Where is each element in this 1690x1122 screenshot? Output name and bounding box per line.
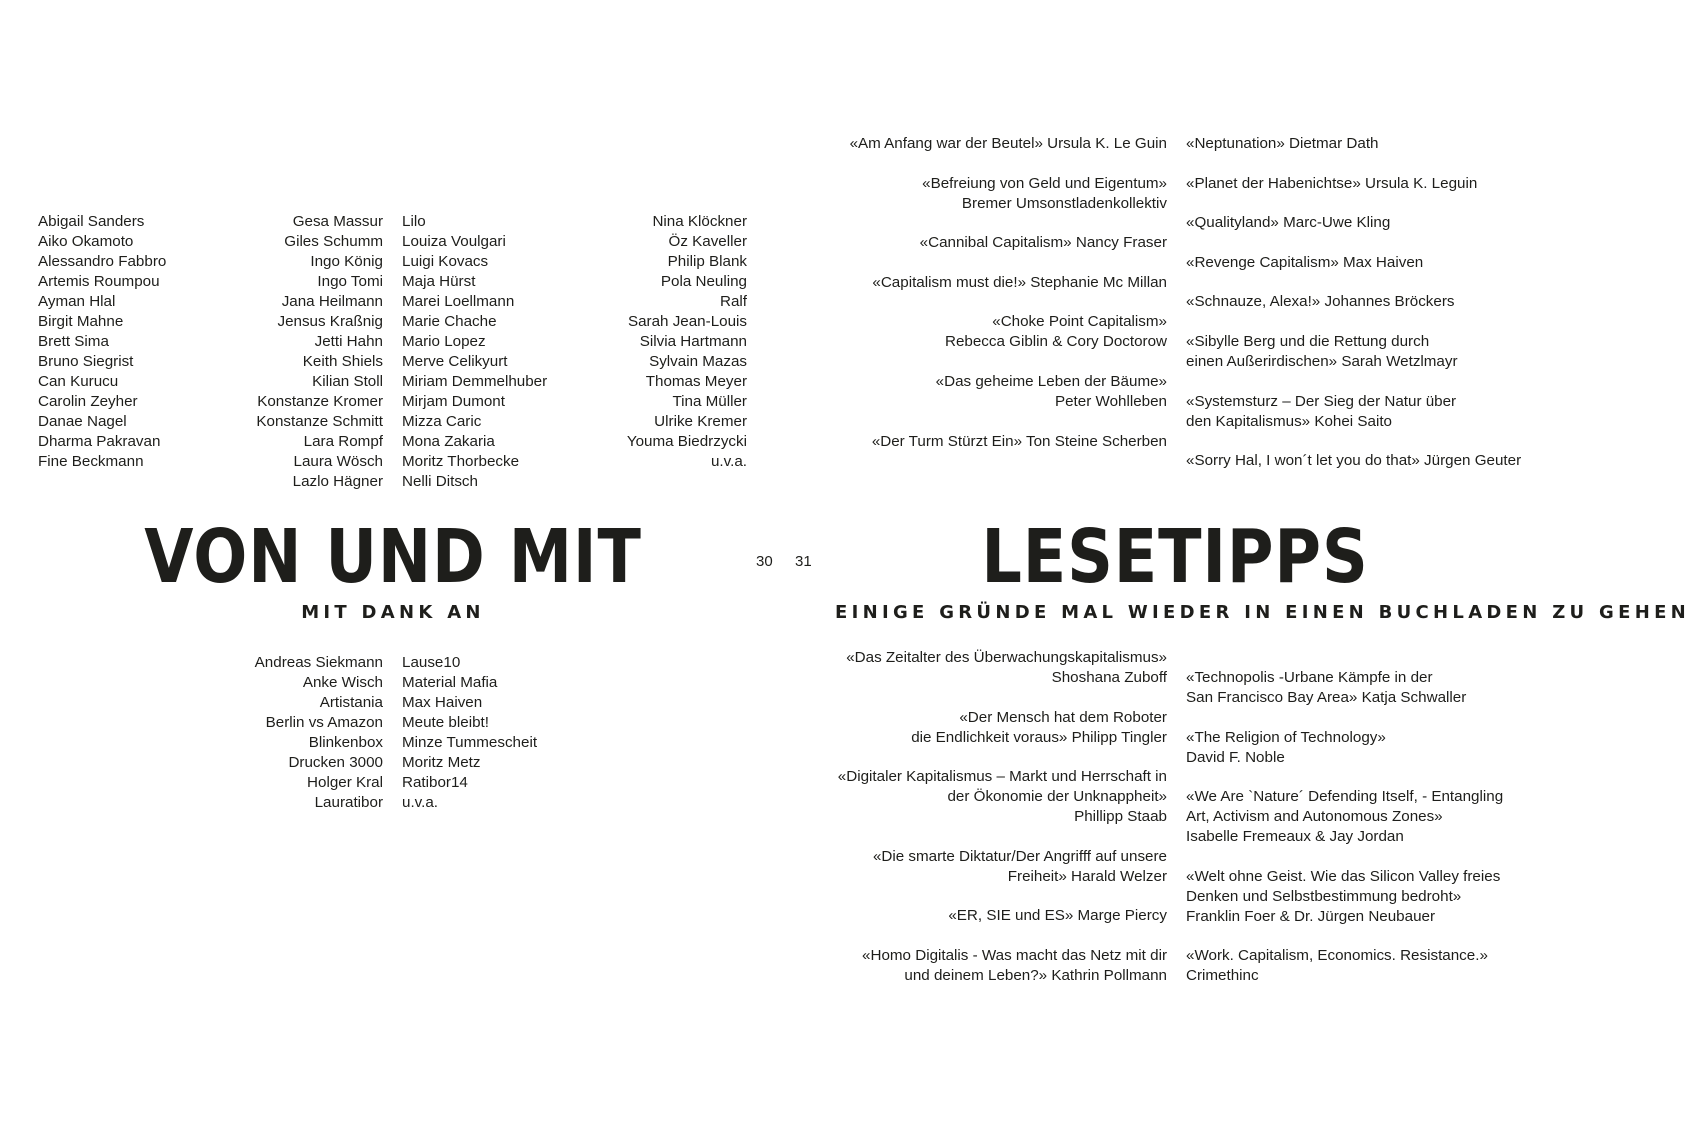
- name-entry: Keith Shiels: [302, 353, 383, 370]
- name-entry: Lauratibor: [314, 794, 383, 811]
- reading-list-top-right: [1186, 134, 1566, 491]
- book-entry: [1186, 728, 1566, 768]
- book-entry-line: «Homo Digitalis - Was macht das Netz mit dir: [862, 946, 1167, 964]
- book-entry-line: «We Are `Nature´ Defending Itself, - Entangling: [1186, 788, 1504, 806]
- book-entry-line: Denken und Selbstbestimmung bedroht»: [1186, 887, 1462, 905]
- book-entry-line: «Die smarte Diktatur/Der Angrifff auf unsere: [872, 847, 1167, 865]
- book-entry-line: einen Außerirdischen» Sarah Wetzlmayr: [1186, 352, 1458, 370]
- book-entry-line: «Schnauze, Alexa!» Johannes Bröckers: [1186, 293, 1455, 311]
- page-title-lesetipps: LESETIPPS: [981, 514, 1369, 600]
- name-entry: u.v.a.: [710, 453, 747, 470]
- name-entry: u.v.a.: [402, 794, 439, 811]
- name-entry: Pola Neuling: [660, 273, 747, 290]
- book-entry-line: Freiheit» Harald Welzer: [1007, 867, 1167, 885]
- book-entry-line: «Qualityland» Marc-Uwe Kling: [1186, 214, 1391, 232]
- name-entry: Konstanze Kromer: [257, 393, 383, 410]
- name-entry: Lara Rompf: [303, 433, 383, 450]
- name-entry: Ayman Hlal: [38, 293, 116, 310]
- name-entry: Silvia Hartmann: [639, 333, 747, 350]
- book-entry-line: «Befreiung von Geld und Eigentum»: [922, 174, 1167, 192]
- name-entry: Birgit Mahne: [38, 313, 124, 330]
- page-number-right: 31: [795, 553, 812, 570]
- name-entry: Lause10: [402, 654, 461, 671]
- name-entry: Andreas Siekmann: [254, 654, 383, 671]
- name-entry: Youma Biedrzycki: [626, 433, 747, 450]
- name-entry: Mona Zakaria: [402, 433, 495, 450]
- name-entry: Gesa Massur: [292, 213, 383, 230]
- name-entry: Fine Beckmann: [38, 453, 144, 470]
- book-entry-line: «Capitalism must die!» Stephanie Mc Millan: [872, 273, 1167, 291]
- book-entry: [1186, 392, 1566, 432]
- name-entry: Brett Sima: [38, 333, 109, 350]
- book-entry: [812, 432, 1167, 452]
- book-entry: [812, 372, 1167, 412]
- name-entry: Drucken 3000: [288, 754, 383, 771]
- name-entry: Marie Chache: [402, 313, 497, 330]
- name-entry: Artemis Roumpou: [38, 273, 160, 290]
- book-entry: [1186, 451, 1566, 471]
- name-entry: Holger Kral: [307, 774, 383, 791]
- book-entry: [1186, 787, 1566, 847]
- book-entry: [812, 174, 1167, 214]
- name-entry: Max Haiven: [402, 694, 483, 711]
- name-entry: Nelli Ditsch: [402, 473, 478, 490]
- name-entry: Konstanze Schmitt: [256, 413, 383, 430]
- name-entry: Lilo: [402, 213, 426, 230]
- reading-list-bottom-left: [767, 648, 1167, 1006]
- name-entry: Meute bleibt!: [402, 714, 489, 731]
- book-entry-line: «Cannibal Capitalism» Nancy Fraser: [919, 234, 1167, 252]
- book-entry-line: «Work. Capitalism, Economics. Resistance.»: [1186, 947, 1488, 965]
- book-entry-line: «The Religion of Technology»: [1186, 728, 1386, 746]
- name-entry: Ingo Tomi: [317, 273, 383, 290]
- name-entry: Mizza Caric: [402, 413, 482, 430]
- book-entry: [1186, 292, 1566, 312]
- reading-list-top-left: [812, 134, 1167, 471]
- name-entry: Tina Müller: [672, 393, 747, 410]
- name-entry: Ulrike Kremer: [654, 413, 747, 430]
- name-entry: Anke Wisch: [302, 674, 383, 691]
- book-entry-line: «Welt ohne Geist. Wie das Silicon Valley freies: [1186, 867, 1501, 885]
- book-entry-line: «Planet der Habenichtse» Ursula K. Leguin: [1186, 174, 1478, 192]
- book-entry: [1186, 134, 1566, 154]
- name-entry: Dharma Pakravan: [38, 433, 161, 450]
- book-entry-line: San Francisco Bay Area» Katja Schwaller: [1186, 689, 1467, 706]
- book-entry-line: Crimethinc: [1186, 967, 1259, 985]
- name-entry: Luigi Kovacs: [402, 253, 489, 270]
- name-entry: Blinkenbox: [308, 734, 383, 751]
- book-entry-line: «Sibylle Berg und die Rettung durch: [1186, 332, 1430, 350]
- name-entry: Alessandro Fabbro: [38, 253, 167, 270]
- name-entry: Sylvain Mazas: [649, 353, 747, 370]
- book-entry-line: «Der Turm Stürzt Ein» Ton Steine Scherben: [871, 432, 1167, 450]
- book-entry-line: «Digitaler Kapitalismus – Markt und Herrschaft in: [837, 768, 1167, 786]
- name-entry: Carolin Zeyher: [38, 393, 138, 410]
- thanks-column-2: [402, 653, 537, 813]
- book-entry-line: Franklin Foer & Dr. Jürgen Neubauer: [1186, 907, 1436, 925]
- book-entry-line: Peter Wohlleben: [1054, 392, 1167, 410]
- reading-tips-subtitle: EINIGE GRÜNDE MAL WIEDER IN EINEN BUCHLADEN ZU GEHEN: [835, 602, 1690, 623]
- book-entry-line: «Neptunation» Dietmar Dath: [1186, 135, 1379, 152]
- name-entry: Maja Hürst: [402, 273, 476, 290]
- book-entry-line: «Systemsturz – Der Sieg der Natur über: [1186, 392, 1457, 410]
- book-entry: [1186, 332, 1566, 372]
- book-entry: [812, 134, 1167, 154]
- book-entry-line: den Kapitalismus» Kohei Saito: [1186, 412, 1393, 430]
- name-entry: Moritz Metz: [402, 754, 481, 771]
- names-column-2: [256, 212, 383, 492]
- book-entry: [1186, 253, 1566, 273]
- name-entry: Aiko Okamoto: [38, 233, 134, 250]
- reading-list-bottom-right: [1186, 668, 1566, 1006]
- book-entry: [1186, 867, 1566, 927]
- book-entry-line: «ER, SIE und ES» Marge Piercy: [948, 907, 1167, 925]
- names-column-3: [402, 212, 547, 492]
- book-entry-line: «Technopolis -Urbane Kämpfe in der: [1186, 669, 1433, 686]
- book-entry: [1186, 946, 1566, 986]
- book-entry: [1186, 174, 1566, 194]
- name-entry: Lazlo Hägner: [292, 473, 383, 490]
- name-entry: Danae Nagel: [38, 413, 127, 430]
- book-entry-line: «Das Zeitalter des Überwachungskapitalismus»: [846, 649, 1167, 666]
- book-entry-line: Shoshana Zuboff: [1051, 669, 1167, 686]
- name-entry: Ingo König: [310, 253, 383, 270]
- name-entry: Miriam Demmelhuber: [402, 373, 548, 390]
- name-entry: Mario Lopez: [402, 333, 486, 350]
- book-entry: [767, 906, 1167, 926]
- name-entry: Giles Schumm: [284, 233, 383, 250]
- name-entry: Laura Wösch: [293, 453, 383, 470]
- book-entry: [812, 233, 1167, 253]
- book-entry: [767, 708, 1167, 748]
- book-entry-line: «Am Anfang war der Beutel» Ursula K. Le Guin: [849, 135, 1167, 152]
- name-entry: Öz Kaveller: [668, 233, 747, 250]
- book-entry: [812, 312, 1167, 352]
- name-entry: Philip Blank: [667, 253, 747, 270]
- names-column-4: [627, 212, 747, 472]
- name-entry: Abigail Sanders: [38, 213, 145, 230]
- book-entry-line: Rebecca Giblin & Cory Doctorow: [945, 333, 1167, 351]
- page-number-left: 30: [756, 553, 773, 570]
- book-entry: [767, 847, 1167, 887]
- book-entry: [1186, 213, 1566, 233]
- book-entry: [767, 946, 1167, 986]
- name-entry: Nina Klöckner: [652, 213, 747, 230]
- book-entry: [1186, 668, 1566, 708]
- name-entry: Mirjam Dumont: [402, 393, 505, 410]
- name-entry: Louiza Voulgari: [402, 233, 506, 250]
- book-entry-line: der Ökonomie der Unknappheit»: [947, 788, 1167, 806]
- book-entry-line: die Endlichkeit voraus» Philipp Tingler: [911, 728, 1167, 746]
- book-entry-line: und deinem Leben?» Kathrin Pollmann: [904, 966, 1167, 984]
- book-entry-line: «Der Mensch hat dem Roboter: [959, 708, 1167, 726]
- page-title-von-und-mit: VON UND MIT: [144, 514, 642, 600]
- name-entry: Jetti Hahn: [314, 333, 383, 350]
- book-entry: [767, 648, 1167, 688]
- name-entry: Jensus Kraßnig: [277, 313, 383, 330]
- book-entry-line: «Sorry Hal, I won´t let you do that» Jürgen Geuter: [1186, 452, 1522, 470]
- book-entry: [767, 767, 1167, 827]
- thanks-column-1: [255, 653, 383, 813]
- book-entry-line: Isabelle Fremeaux & Jay Jordan: [1186, 828, 1404, 846]
- name-entry: Ralf: [719, 293, 747, 310]
- name-entry: Bruno Siegrist: [38, 353, 134, 370]
- book-entry: [812, 273, 1167, 293]
- name-entry: Merve Celikyurt: [402, 353, 508, 370]
- book-entry-line: Art, Activism and Autonomous Zones»: [1186, 808, 1443, 826]
- book-entry-line: «Das geheime Leben der Bäume»: [935, 372, 1167, 390]
- name-entry: Moritz Thorbecke: [402, 453, 520, 470]
- name-entry: Marei Loellmann: [402, 293, 515, 310]
- name-entry: Thomas Meyer: [645, 373, 747, 390]
- book-entry-line: Phillipp Staab: [1074, 808, 1167, 826]
- book-entry-line: «Choke Point Capitalism»: [992, 313, 1167, 331]
- name-entry: Kilian Stoll: [312, 373, 383, 390]
- name-entry: Berlin vs Amazon: [265, 714, 383, 731]
- names-column-1: [38, 212, 166, 472]
- book-entry-line: «Revenge Capitalism» Max Haiven: [1186, 253, 1424, 271]
- name-entry: Artistania: [319, 694, 383, 711]
- name-entry: Material Mafia: [402, 674, 498, 691]
- name-entry: Sarah Jean-Louis: [627, 313, 747, 330]
- name-entry: Can Kurucu: [38, 373, 119, 390]
- book-entry-line: Bremer Umsonstladenkollektiv: [961, 194, 1167, 212]
- name-entry: Jana Heilmann: [281, 293, 383, 310]
- thanks-heading: MIT DANK AN: [301, 602, 485, 623]
- book-entry-line: David F. Noble: [1186, 748, 1285, 766]
- name-entry: Minze Tummescheit: [402, 734, 538, 751]
- name-entry: Ratibor14: [402, 774, 468, 791]
